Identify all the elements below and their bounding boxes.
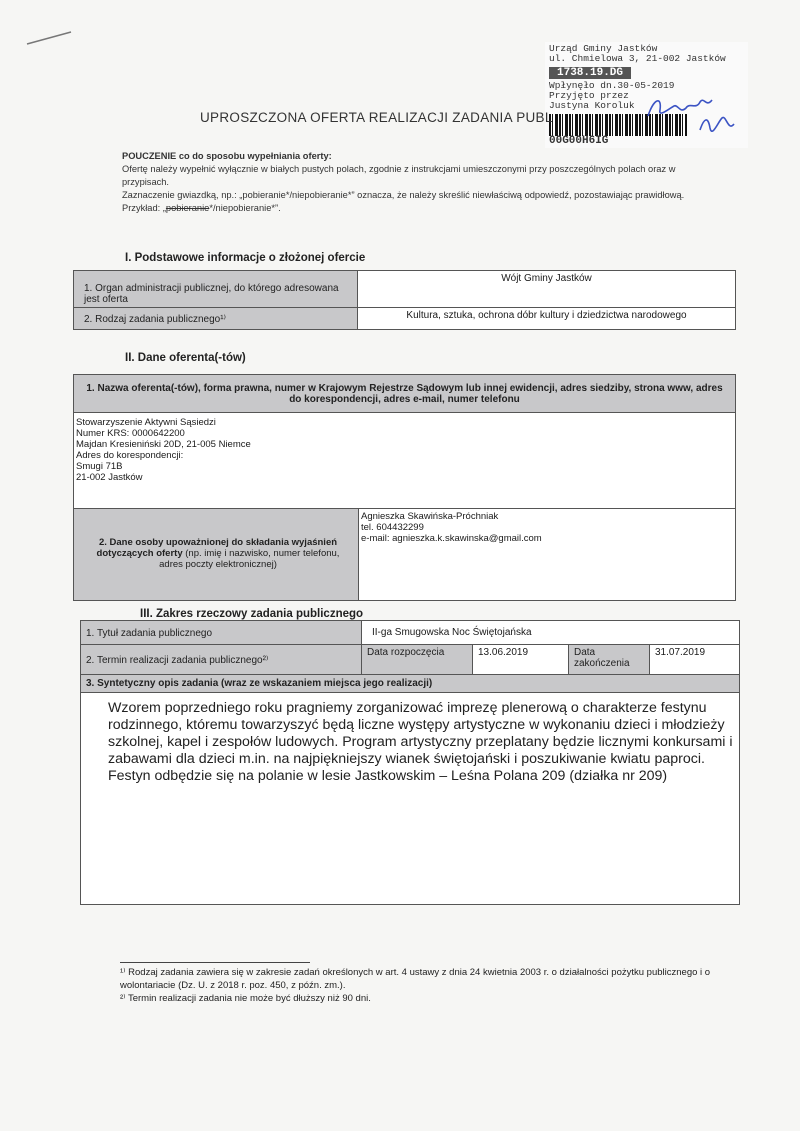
stamp-address: ul. Chmielowa 3, 21-002 Jastków <box>549 53 726 64</box>
stamp-received: Wpłynęło dn.30-05-2019 <box>549 80 675 91</box>
handwritten-signature <box>640 88 740 148</box>
applicant-line: Adres do korespondencji: <box>76 450 184 461</box>
applicant-line: Numer KRS: 0000642200 <box>76 428 185 439</box>
form-title: UPROSZCZONA OFERTA REALIZACJI ZADANIA PUBL <box>200 110 553 125</box>
organ-value: Wójt Gminy Jastków <box>358 271 736 308</box>
task-type-label: 2. Rodzaj zadania publicznego¹⁾ <box>74 308 358 330</box>
pen-mark <box>25 28 75 48</box>
section2-heading: II. Dane oferenta(-tów) <box>125 352 246 364</box>
barcode-label: 00G00H6IG <box>549 135 609 147</box>
instructions-line1: Ofertę należy wypełnić wyłącznie w białych pustych polach, zgodnie z instrukcjami umieszczonymi przy poszczególnych polach oraz w przypisach. <box>122 164 676 187</box>
start-date-label: Data rozpoczęcia <box>362 645 473 675</box>
applicant-label: 1. Nazwa oferenta(-tów), forma prawna, numer w Krajowym Rejestrze Sądowym lub innej ewidencji, adres siedziby, strona www, adres do korespondencji, adres e-mail, numer telefonu <box>74 375 736 413</box>
applicant-data <box>74 413 736 509</box>
applicant-line: Smugi 71B <box>76 461 123 472</box>
applicant-line: Stowarzyszenie Aktywni Sąsiedzi <box>76 417 216 428</box>
end-date-label: Data zakończenia <box>569 645 650 675</box>
description-text: Wzorem poprzedniego roku pragniemy zorganizować imprezę plenerową o charakterze festynu rodzinnego, któremu towarzyszyć będą liczne występy artystyczne w wykonaniu dzieci i młodzieży szkolnej, kapel i zespołów ludowych. Program artystyczny przeplatany będzie licznymi konkursami i zabawami dla dzieci m.in. na najpiękniejszy wianek świętojański i poszukiwanie kwiatu paproci. Festyn odbędzie się na polanie w lesie Jastkowskim – Leśna Polana 209 (działka nr 209) <box>108 700 733 784</box>
contact-line: Agnieszka Skawińska-Próchniak <box>361 511 499 522</box>
section3-heading: III. Zakres rzeczowy zadania publicznego <box>140 608 364 620</box>
contact-person-label: 2. Dane osoby upoważnionej do składania wyjaśnień dotyczących oferty (np. imię i nazwisko, numer telefonu, adres poczty elektronicznej) <box>74 509 359 601</box>
contact-person-data <box>359 509 736 601</box>
end-date-value: 31.07.2019 <box>650 645 740 675</box>
task-type-value: Kultura, sztuka, ochrona dóbr kultury i dziedzictwa narodowego <box>358 308 736 330</box>
start-date-value: 13.06.2019 <box>473 645 569 675</box>
section1-heading: I. Podstawowe informacje o złożonej ofercie <box>125 252 366 264</box>
footnote-2: ²⁾ Termin realizacji zadania nie może być dłuższy niż 90 dni. <box>120 993 371 1004</box>
stamp-number: 1738.19.DG <box>549 67 631 79</box>
task-title-label: 1. Tytuł zadania publicznego <box>81 621 362 645</box>
applicant-line: 21-002 Jastków <box>76 472 143 483</box>
organ-label: 1. Organ administracji publicznej, do którego adresowana jest oferta <box>74 271 358 308</box>
term-label: 2. Termin realizacji zadania publicznego²⁾ <box>81 645 362 675</box>
contact-line: e-mail: agnieszka.k.skawinska@gmail.com <box>361 533 542 544</box>
stamp-office: Urząd Gminy Jastków <box>549 43 658 54</box>
stamp-accepted: Przyjęto przez <box>549 90 629 101</box>
description-label: 3. Syntetyczny opis zadania (wraz ze wskazaniem miejsca jego realizacji) <box>81 675 740 693</box>
contact-line: tel. 604432299 <box>361 522 424 533</box>
footnote-divider <box>120 962 310 963</box>
footnote-1: ¹⁾ Rodzaj zadania zawiera się w zakresie zadań określonych w art. 4 ustawy z dnia 24 kwietnia 2003 r. o działalności pożytku publicznego i o wolontariacie (Dz. U. z 2018 r. poz. 450, z późn. zm.). <box>120 967 711 991</box>
stamp-clerk: Justyna Koroluk <box>549 100 635 111</box>
instructions <box>122 150 722 215</box>
instructions-heading: POUCZENIE co do sposobu wypełniania oferty: <box>122 151 332 161</box>
section2-table <box>73 374 736 601</box>
task-title-value: II-ga Smugowska Noc Świętojańska <box>362 621 740 645</box>
section1-table <box>73 270 736 330</box>
applicant-line: Majdan Kresieniński 20D, 21-005 Niemce <box>76 439 251 450</box>
instructions-line2: Zaznaczenie gwiazdką, np.: „pobieranie*/niepobieranie*” oznacza, że należy skreślić niewłaściwą odpowiedź, pozostawiając prawidłową. Przykład: „pobieranie*/niepobieranie*”. <box>122 190 685 213</box>
footnotes <box>120 966 740 1005</box>
